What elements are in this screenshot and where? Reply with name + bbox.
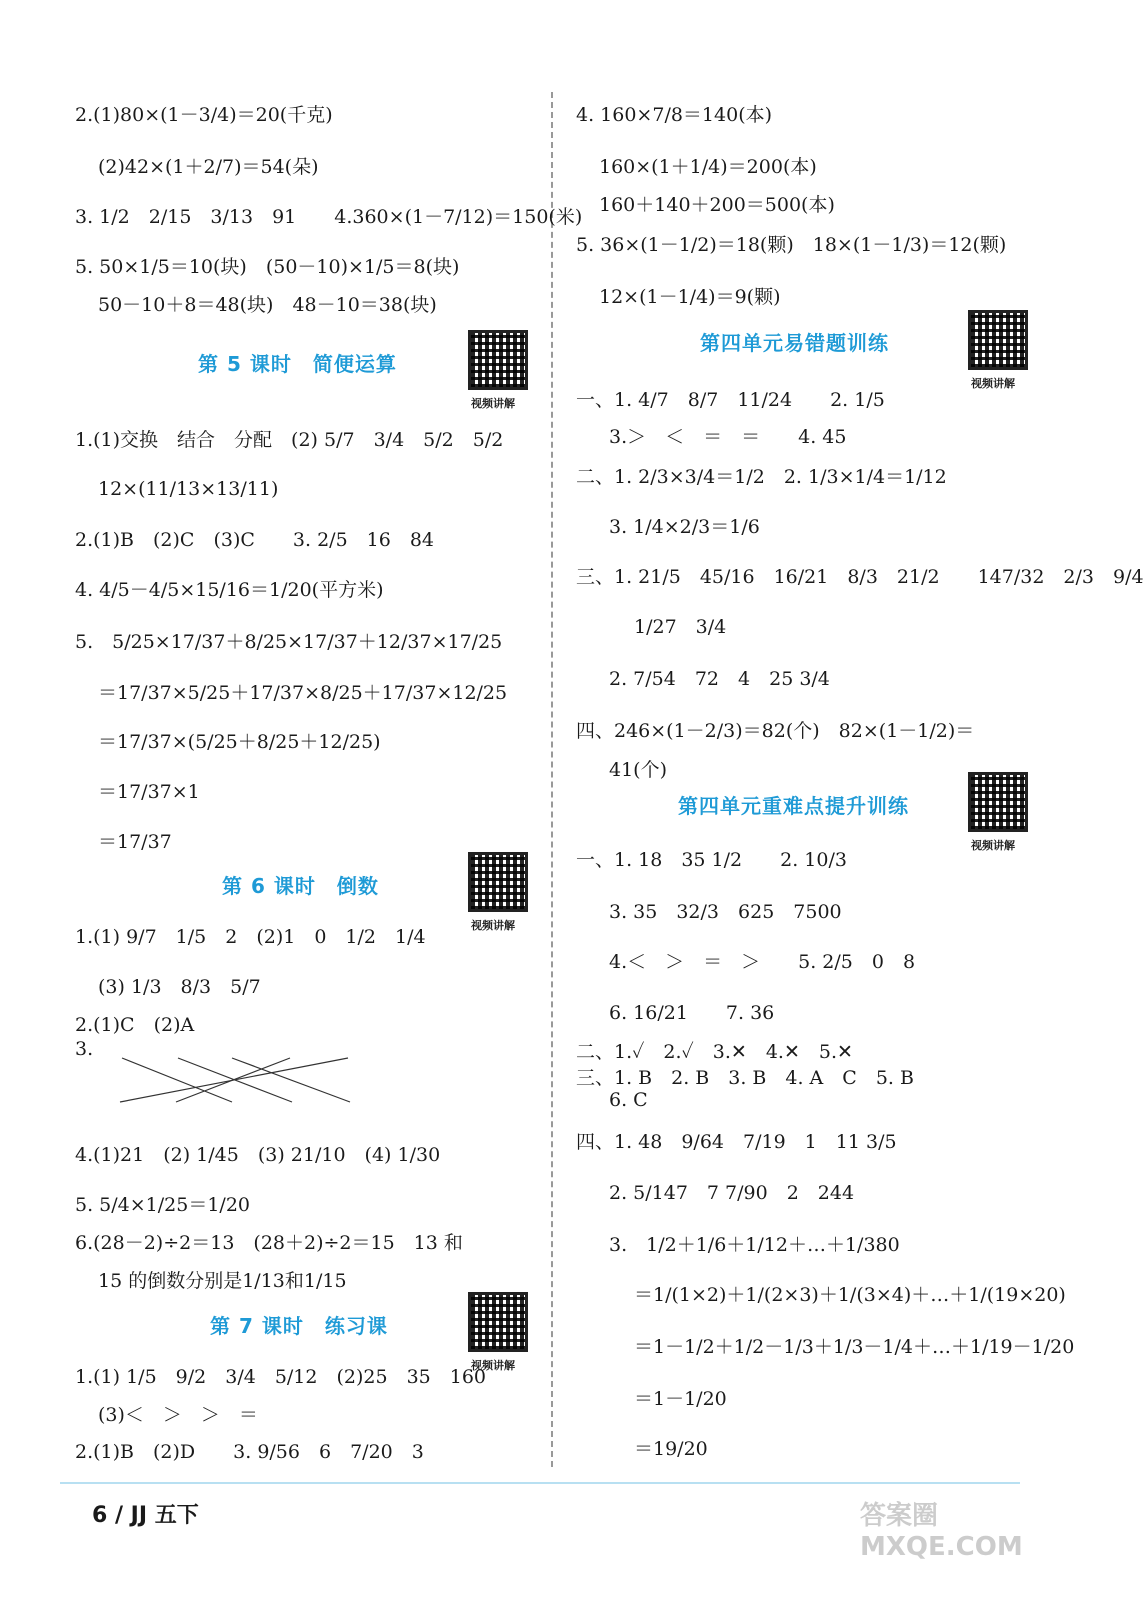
heading-lesson-6: 第 6 课时 倒数: [222, 874, 379, 898]
qr-code-icon[interactable]: [468, 1292, 528, 1352]
r-adv-two: 二、1.✓ 2.✓ 3.✕ 4.✕ 5.✕: [576, 1041, 853, 1063]
qr-caption: 视频讲解: [471, 919, 515, 932]
qr-code-icon[interactable]: [968, 310, 1028, 370]
footer-rule: [60, 1482, 1020, 1484]
watermark-logo: 答案圈 MXQE.COM: [860, 1501, 1023, 1562]
r-adv-four-1: 四、1. 48 9/64 7/19 1 11 3/5: [576, 1131, 897, 1153]
ans-5-cont: 50－10＋8＝48(块) 48－10＝38(块): [98, 294, 437, 316]
qr-caption: 视频讲解: [471, 1359, 515, 1372]
l5-ans-1: 1.(1)交换 结合 分配 (2) 5/7 3/4 5/2 5/2: [75, 429, 504, 451]
ans-5: 5. 50×1/5＝10(块) (50－10)×1/5＝8(块): [75, 256, 460, 278]
l6-ans-5: 5. 5/4×1/25＝1/20: [75, 1194, 250, 1216]
r-err-three: 三、1. 21/5 45/16 16/21 8/3 21/2 147/32 2/3 9/4: [576, 566, 1144, 588]
r-ans-4c: 160＋140＋200＝500(本): [599, 194, 835, 216]
qr-code-icon[interactable]: [968, 772, 1028, 832]
r-err-two-3: 3. 1/4×2/3＝1/6: [609, 516, 760, 538]
l6-ans-3-label: 3.: [75, 1038, 94, 1060]
r-adv-four-3d: ＝1－1/20: [634, 1388, 727, 1410]
l6-ans-6: 6.(28－2)÷2＝13 (28＋2)÷2＝15 13 和: [75, 1232, 463, 1254]
r-adv-1: 一、1. 18 35 1/2 2. 10/3: [576, 849, 847, 871]
r-adv-three-6: 6. C: [609, 1089, 648, 1111]
r-err-3: 3.＞ ＜ ＝ ＝ 4. 45: [609, 426, 847, 448]
r-err-four-b: 41(个): [609, 759, 668, 781]
r-err-two: 二、1. 2/3×3/4＝1/2 2. 1/3×1/4＝1/12: [576, 466, 947, 488]
matching-diagram: [100, 1038, 370, 1128]
r-ans-4b: 160×(1＋1/4)＝200(本): [599, 156, 817, 178]
r-err-1: 一、1. 4/7 8/7 11/24 2. 1/5: [576, 389, 885, 411]
ans-3-4: 3. 1/2 2/15 3/13 91 4.360×(1－7/12)＝150(米): [75, 206, 583, 228]
l6-ans-2: 2.(1)C (2)A: [75, 1014, 195, 1036]
r-err-four: 四、246×(1－2/3)＝82(个) 82×(1－1/2)＝: [576, 720, 975, 742]
r-ans-4: 4. 160×7/8＝140(本): [576, 104, 773, 126]
l6-ans-1-3: (3) 1/3 8/3 5/7: [98, 976, 261, 998]
match-line-5: [120, 1058, 348, 1102]
r-adv-four-3e: ＝19/20: [634, 1438, 708, 1460]
r-err-three-b: 1/27 3/4: [634, 616, 727, 638]
r-ans-5: 5. 36×(1－1/2)＝18(颗) 18×(1－1/3)＝12(颗): [576, 234, 1007, 256]
r-adv-four-2: 2. 5/147 7 7/90 2 244: [609, 1182, 855, 1204]
r-adv-four-3b: ＝1/(1×2)＋1/(2×3)＋1/(3×4)＋…＋1/(19×20): [634, 1284, 1066, 1306]
ans-2-1: 2.(1)80×(1－3/4)＝20(千克): [75, 104, 333, 126]
l5-ans-5-d: ＝17/37×1: [98, 781, 200, 803]
r-ans-5b: 12×(1－1/4)＝9(颗): [599, 286, 781, 308]
heading-unit4-errors: 第四单元易错题训练: [700, 331, 889, 355]
qr-code-icon[interactable]: [468, 852, 528, 912]
match-line-3: [232, 1058, 350, 1102]
l6-ans-1: 1.(1) 9/7 1/5 2 (2)1 0 1/2 1/4: [75, 926, 426, 948]
l7-ans-2-3: 2.(1)B (2)D 3. 9/56 6 7/20 3: [75, 1441, 424, 1463]
column-divider: [551, 92, 553, 1467]
match-line-1: [122, 1058, 232, 1102]
qr-caption: 视频讲解: [971, 839, 1015, 852]
r-adv-4-5: 4.＜ ＞ ＝ ＞ 5. 2/5 0 8: [609, 951, 916, 973]
l5-ans-5-b: ＝17/37×5/25＋17/37×8/25＋17/37×12/25: [98, 682, 508, 704]
l7-ans-1-3: (3)＜ ＞ ＞ ＝: [98, 1404, 258, 1426]
heading-lesson-7: 第 7 课时 练习课: [210, 1314, 388, 1338]
l7-ans-1: 1.(1) 1/5 9/2 3/4 5/12 (2)25 35 160: [75, 1366, 487, 1388]
l5-ans-4: 4. 4/5－4/5×15/16＝1/20(平方米): [75, 579, 384, 601]
r-adv-four-3: 3. 1/2＋1/6＋1/12＋…＋1/380: [609, 1234, 900, 1256]
r-adv-four-3c: ＝1－1/2＋1/2－1/3＋1/3－1/4＋…＋1/19－1/20: [634, 1336, 1075, 1358]
r-err-three-2: 2. 7/54 72 4 25 3/4: [609, 668, 830, 690]
l6-ans-6b: 15 的倒数分别是1/13和1/15: [98, 1270, 347, 1292]
heading-unit4-advance: 第四单元重难点提升训练: [678, 794, 909, 818]
l5-ans-1b: 12×(11/13×13/11): [98, 478, 279, 500]
l5-ans-5-a: 5. 5/25×17/37＋8/25×17/37＋12/37×17/25: [75, 631, 503, 653]
qr-caption: 视频讲解: [971, 377, 1015, 390]
qr-code-icon[interactable]: [468, 330, 528, 390]
r-adv-3: 3. 35 32/3 625 7500: [609, 901, 842, 923]
l5-ans-2-3: 2.(1)B (2)C (3)C 3. 2/5 16 84: [75, 529, 435, 551]
r-adv-6-7: 6. 16/21 7. 36: [609, 1002, 775, 1024]
r-adv-three: 三、1. B 2. B 3. B 4. A C 5. B: [576, 1067, 914, 1089]
qr-caption: 视频讲解: [471, 397, 515, 410]
l6-ans-4: 4.(1)21 (2) 1/45 (3) 21/10 (4) 1/30: [75, 1144, 441, 1166]
heading-lesson-5: 第 5 课时 简便运算: [198, 352, 397, 376]
l5-ans-5-e: ＝17/37: [98, 831, 172, 853]
ans-2-2: (2)42×(1＋2/7)＝54(朵): [98, 156, 319, 178]
l5-ans-5-c: ＝17/37×(5/25＋8/25＋12/25): [98, 731, 381, 753]
page-footer: 6 / JJ 五下: [92, 1503, 199, 1528]
